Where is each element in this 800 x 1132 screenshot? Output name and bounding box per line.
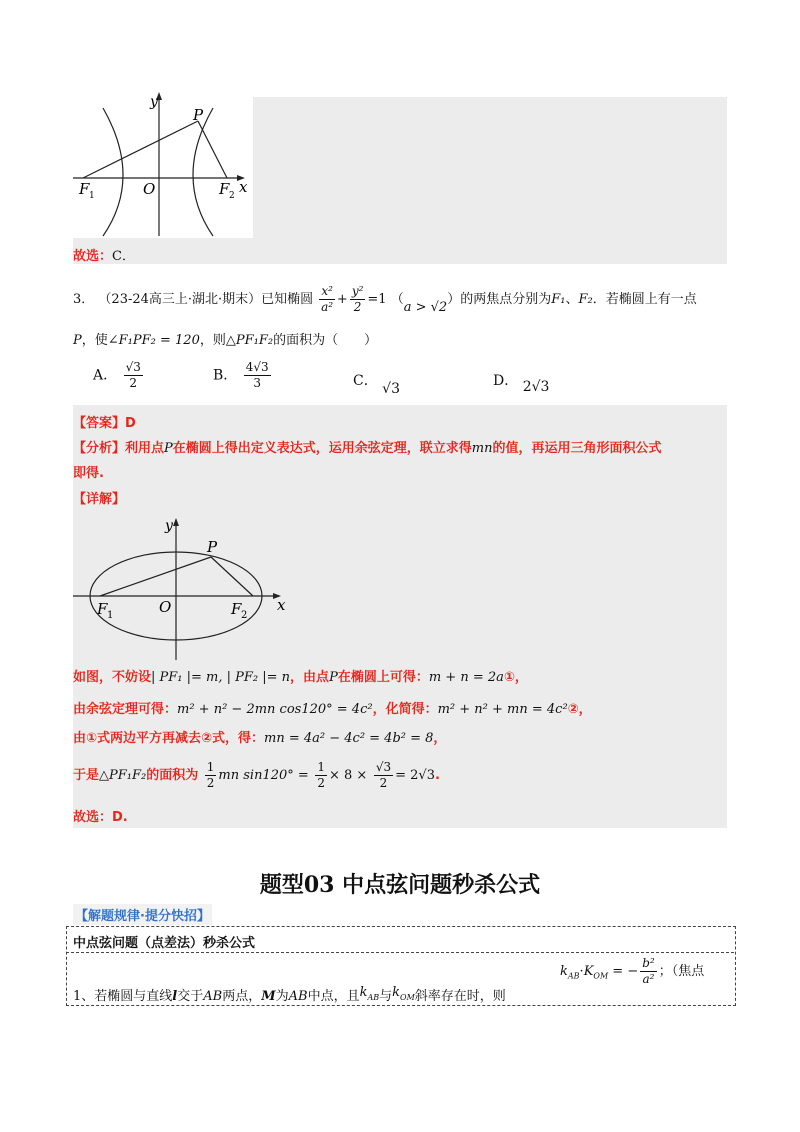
- answer-row: [73, 412, 136, 431]
- ellipse-figure: [73, 514, 293, 664]
- section-title: 题型03 中点弦问题秒杀公式: [259, 872, 541, 898]
- formula-box-divider: [66, 952, 734, 953]
- option-a[interactable]: A． $\frac{√3}{2}$: [93, 360, 141, 390]
- fig2-p-label: P: [207, 538, 218, 556]
- option-c[interactable]: C． √3: [353, 373, 400, 397]
- fig1-f1-sub: 1: [89, 191, 95, 201]
- fig2-f1-label: F: [97, 600, 108, 618]
- q3-paren-l: （: [390, 292, 404, 307]
- fig1-x-label: x: [239, 178, 248, 196]
- choose-prev-value: C．: [112, 249, 135, 264]
- fig1-y-label: y: [150, 94, 158, 110]
- fig2-x-label: x: [277, 596, 286, 614]
- analysis-row-2: 即得.: [73, 466, 104, 481]
- q3-frac-y: $\frac{\text{y²}}{2}$: [351, 284, 364, 314]
- formula-box-line: 1、若椭圆与直线l交于AB两点，M为AB中点，且$k_{AB}$与$k_{OM}$斜率存在时，则: [73, 985, 506, 1004]
- q3-number: 3．: [73, 292, 95, 307]
- q3-cond: a > √2: [403, 300, 448, 315]
- fig2-y-label: y: [165, 518, 173, 534]
- fig2-f1-sub: 1: [107, 610, 114, 621]
- q3-text4: ，使: [81, 333, 108, 348]
- hyperbola-figure: [73, 88, 255, 238]
- q3-frac-x: $\frac{\text{x²}}{\text{a²}}$: [321, 284, 334, 314]
- q3-paren-r: ）: [447, 292, 461, 307]
- fig2-o-label: O: [159, 598, 172, 616]
- answer-value: D: [125, 416, 136, 431]
- fig1-f1-label: F: [79, 180, 90, 198]
- q3-text5: ，则: [199, 333, 226, 348]
- q3-text6: 的面积为（ ）: [273, 333, 378, 348]
- q3-angle: ∠F₁PF₂ = 120: [107, 333, 200, 348]
- fig1-f2-label: F: [219, 180, 230, 198]
- q3-tri: △PF₁F₂: [225, 333, 274, 348]
- q3-source: （23-24高三上·湖北·期末）: [98, 292, 262, 307]
- analysis-row: 【分析】利用点P在椭圆上得出定义表达式，运用余弦定理，联立求得mn的值，再运用三角形面积公式: [73, 441, 662, 456]
- q3-text1: 已知椭圆: [261, 292, 314, 307]
- choose-prev-label: 故选：: [73, 249, 113, 264]
- fig1-f2-sub: 2: [229, 191, 235, 201]
- q3-f2: F₂: [578, 292, 593, 307]
- step-3: 由①式两边平方再减去②式，得：mn = 4a² − 4c² = 4b² = 8，: [73, 731, 447, 746]
- analysis-label: 【分析】: [73, 441, 126, 456]
- fig1-o-label: O: [143, 180, 156, 198]
- fig1-p-label: P: [193, 106, 204, 124]
- q3-p: P: [73, 333, 82, 348]
- answer-label: 【答案】: [73, 416, 126, 431]
- detail-label: 【详解】: [73, 492, 126, 507]
- q3-f1: F₁: [551, 292, 566, 307]
- q3-text3: ．若椭圆上有一点: [592, 292, 697, 307]
- tips-tag: 【解题规律·提分快招】: [73, 904, 212, 925]
- option-b[interactable]: B． $\frac{4√3}{3}$: [213, 360, 269, 390]
- step-2: 由余弦定理可得：m² + n² − 2mn cos120° = 4c²，化简得：m² + n² + mn = 4c²②，: [73, 702, 592, 717]
- step-4: 于是△PF₁F₂的面积为 $\frac{1}{2}$ mn sin120° = $\frac{1}{2}$ × 8 × $\frac{√3}{2}$ = 2√3.: [73, 760, 440, 790]
- formula-box-formula: $k_{AB}\cdot K_{OM}$ = − $\frac{\text{b²}}{\text{a²}}$ ；（焦点: [560, 956, 705, 986]
- step-1: 如图，不妨设| PF₁ |= m, | PF₂ |= n，由点P在椭圆上可得：m + n = 2a①，: [73, 670, 528, 685]
- question-3-line2: [73, 329, 377, 348]
- q3-text2: 的两焦点分别为: [460, 292, 552, 307]
- question-3-line1: 3． （23-24高三上·湖北·期末）已知椭圆 $\frac{\text{x²}}{\text{a²}}$ + $\frac{\text{y²}}{2}$ =1 （a > √2）的两焦点分别为F₁、F₂．若椭圆上有一点: [73, 284, 697, 315]
- formula-box-heading: 中点弦问题（点差法）秒杀公式: [73, 936, 256, 951]
- fig2-f2-sub: 2: [241, 610, 248, 621]
- choose-prev-row: [73, 238, 727, 264]
- fig2-f2-label: F: [231, 600, 242, 618]
- choose-prev: [73, 245, 135, 264]
- q3-eq-1: =1: [367, 292, 387, 307]
- choose-final: 故选：D.: [73, 810, 128, 825]
- option-d[interactable]: D． 2√3: [493, 373, 550, 395]
